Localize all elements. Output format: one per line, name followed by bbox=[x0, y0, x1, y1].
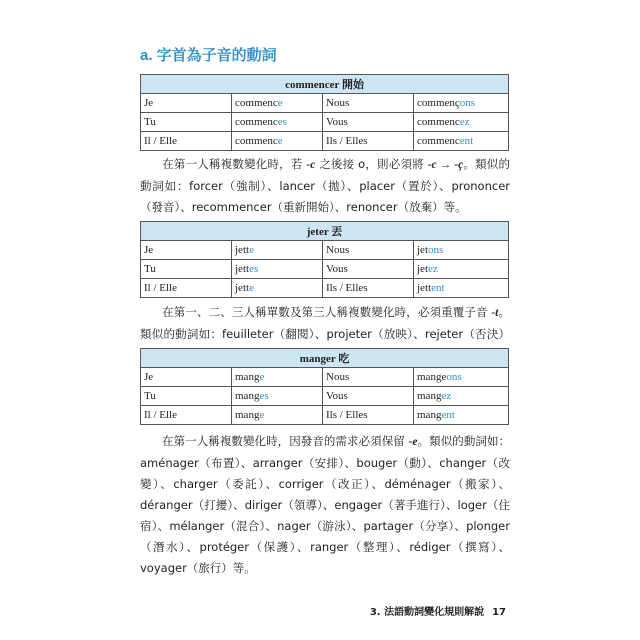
pronoun: Il / Elle bbox=[141, 132, 232, 151]
table-row bbox=[141, 406, 509, 425]
verb-form: commencent bbox=[414, 132, 509, 151]
pronoun: Vous bbox=[323, 260, 414, 279]
pronoun: Tu bbox=[141, 387, 232, 406]
paragraph-manger-note: 在第一人稱複數變化時，因發音的需求必須保留 -e。類似的動詞如：aménager（布置）、arranger（安排）、bouger（動）、changer（改變）、charger（委託）、corriger（改正）、déménager（搬家）、déranger（打擾）、diriger（領導）、engager（著手進行）、loger（住宿）、mélanger（混合）、nager（游泳）、partager（分享）、plonger（潛水）、protéger（保護）、ranger（整理）、rédiger（撰寫）、voyager（旅行）等。 bbox=[140, 434, 511, 575]
paragraph-commencer-note: 在第一人稱複數變化時，若 -c 之後接 o，則必須將 -c → -ç。類似的動詞如：forcer（強制）、lancer（拋）、placer（置於）、prononcer（發音）、recommencer（重新開始）、renoncer（放棄）等。 bbox=[140, 157, 511, 214]
pronoun: Tu bbox=[141, 260, 232, 279]
table-row bbox=[141, 113, 509, 132]
table-row bbox=[141, 387, 509, 406]
verb-form: commencez bbox=[414, 113, 509, 132]
table-header: manger 吃 bbox=[141, 349, 509, 368]
verb-form: commences bbox=[232, 113, 323, 132]
section-title: a. 字首為子音的動詞 bbox=[140, 47, 277, 64]
table-row bbox=[141, 94, 509, 113]
verb-form: commençons bbox=[414, 94, 509, 113]
verb-form: jette bbox=[232, 241, 323, 260]
verb-form: manges bbox=[232, 387, 323, 406]
verb-form: mangeons bbox=[414, 368, 509, 387]
pronoun: Tu bbox=[141, 113, 232, 132]
table-header: commencer 開始 bbox=[141, 75, 509, 94]
pronoun: Vous bbox=[323, 387, 414, 406]
pronoun: Ils / Elles bbox=[323, 132, 414, 151]
conjugation-table-commencer bbox=[140, 74, 509, 151]
pronoun: Vous bbox=[323, 113, 414, 132]
verb-form: commence bbox=[232, 132, 323, 151]
pronoun: Je bbox=[141, 241, 232, 260]
page-number: 17 bbox=[492, 607, 506, 618]
verb-form: jettent bbox=[414, 279, 509, 298]
conjugation-table-jeter bbox=[140, 221, 509, 298]
pronoun: Ils / Elles bbox=[323, 279, 414, 298]
pronoun: Il / Elle bbox=[141, 279, 232, 298]
verb-form: commence bbox=[232, 94, 323, 113]
pronoun: Je bbox=[141, 368, 232, 387]
conjugation-table-manger bbox=[140, 348, 509, 425]
verb-form: mange bbox=[232, 368, 323, 387]
pronoun: Nous bbox=[323, 368, 414, 387]
verb-form: jetez bbox=[414, 260, 509, 279]
pronoun: Il / Elle bbox=[141, 406, 232, 425]
pronoun: Je bbox=[141, 94, 232, 113]
table-row bbox=[141, 132, 509, 151]
page-footer bbox=[370, 603, 506, 618]
pronoun: Nous bbox=[323, 94, 414, 113]
table-row bbox=[141, 260, 509, 279]
paragraph-jeter-note: 在第一、二、三人稱單數及第三人稱複數變化時，必須重覆子音 -t。類似的動詞如：feuilleter（翻閱）、projeter（放映）、rejeter（否決） bbox=[140, 305, 510, 341]
table-header: jeter 丟 bbox=[141, 222, 509, 241]
table-row bbox=[141, 241, 509, 260]
verb-form: mangent bbox=[414, 406, 509, 425]
pronoun: Nous bbox=[323, 241, 414, 260]
table-row bbox=[141, 368, 509, 387]
chapter-title: 3. 法語動詞變化規則解說 bbox=[369, 607, 485, 618]
verb-form: jettes bbox=[232, 260, 323, 279]
table-row bbox=[141, 279, 509, 298]
pronoun: Ils / Elles bbox=[323, 406, 414, 425]
verb-form: mange bbox=[232, 406, 323, 425]
verb-form: jetons bbox=[414, 241, 509, 260]
verb-form: jette bbox=[232, 279, 323, 298]
verb-form: mangez bbox=[414, 387, 509, 406]
